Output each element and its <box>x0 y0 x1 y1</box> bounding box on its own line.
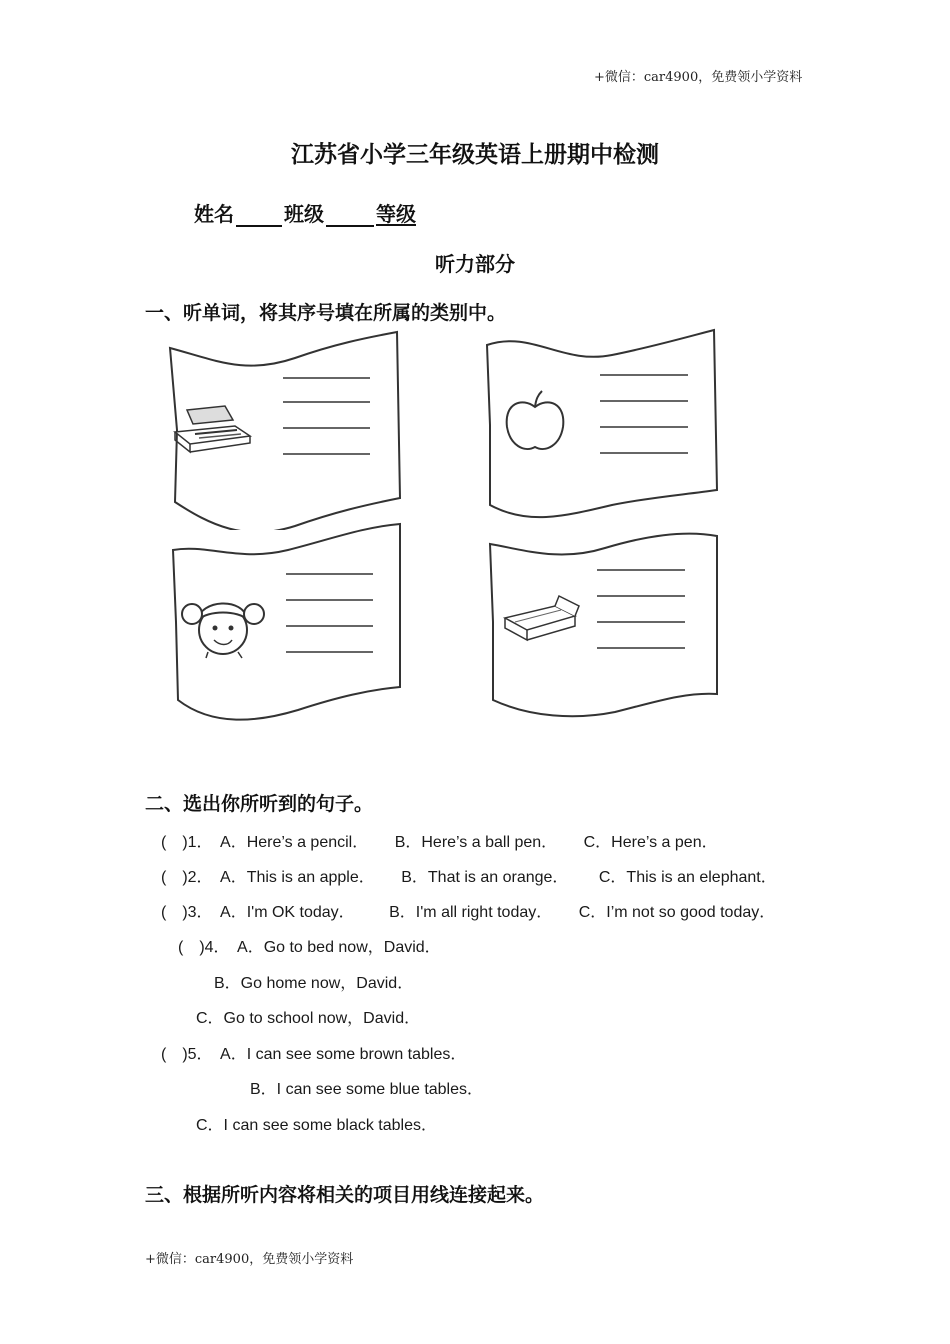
question-number: )5． <box>182 1046 213 1063</box>
question-3 <box>161 899 775 922</box>
header-watermark: +微信：car4900，免费领小学资料 <box>594 70 803 85</box>
question-5-option-c: C．I can see some black tables． <box>196 1117 437 1134</box>
bed-icon <box>505 596 579 640</box>
option-b: B．I'm all right today． <box>389 904 553 921</box>
bed-category-card <box>485 522 725 722</box>
grade-label: 等级 <box>376 202 416 226</box>
question-number: )2． <box>182 869 213 886</box>
girl-category-card <box>168 522 408 727</box>
page-title: 江苏省小学三年级英语上册期中检测 <box>291 142 659 168</box>
question-5 <box>161 1041 466 1064</box>
apple-category-card <box>482 325 722 525</box>
option-c: C．I’m not so good today． <box>578 904 776 921</box>
option-b: B．Here’s a ball pen． <box>394 834 558 851</box>
class-label: 班级 <box>284 202 324 226</box>
question-2 <box>161 864 777 887</box>
footer-watermark: +微信：car4900，免费领小学资料 <box>145 1252 354 1267</box>
question-number: )3． <box>182 904 213 921</box>
apple-icon <box>507 391 564 449</box>
section-title: 听力部分 <box>435 252 515 276</box>
class-blank[interactable] <box>326 205 374 227</box>
question-4-option-b: B．Go home now，David． <box>214 975 414 992</box>
part3-heading: 三、根据所听内容将相关的项目用线连接起来。 <box>145 1184 545 1206</box>
option-b: B．That is an orange． <box>401 869 569 886</box>
option-a: A．Here’s a pencil． <box>220 834 369 851</box>
part1-heading: 一、听单词，将其序号填在所属的类别中。 <box>145 302 507 324</box>
option-a: A．This is an apple． <box>220 869 375 886</box>
answer-paren[interactable]: ( <box>161 904 167 921</box>
part2-heading: 二、选出你所听到的句子。 <box>145 793 374 815</box>
name-blank[interactable] <box>236 205 282 227</box>
question-1 <box>161 829 718 852</box>
answer-paren[interactable]: ( <box>161 869 167 886</box>
girl-icon <box>182 603 264 658</box>
pencil-box-category-card <box>165 330 405 530</box>
question-4-option-c: C．Go to school now，David． <box>196 1010 421 1027</box>
question-number: )4． <box>199 939 230 956</box>
option-a: A．I'm OK today． <box>220 904 355 921</box>
question-5-option-b: B．I can see some blue tables． <box>250 1081 484 1098</box>
option-a: A．Go to bed now，David． <box>237 939 441 956</box>
answer-paren[interactable]: ( <box>161 834 167 851</box>
answer-paren[interactable]: ( <box>161 1046 167 1063</box>
student-info-row <box>194 198 416 227</box>
option-c: C．Here’s a pen． <box>583 834 718 851</box>
option-c: C．This is an elephant． <box>598 869 777 886</box>
option-a: A．I can see some brown tables． <box>220 1046 467 1063</box>
question-number: )1． <box>182 834 213 851</box>
answer-paren[interactable]: ( <box>178 939 184 956</box>
name-label: 姓名 <box>194 202 234 226</box>
pencil-box-icon <box>175 406 250 452</box>
question-4 <box>178 934 441 957</box>
